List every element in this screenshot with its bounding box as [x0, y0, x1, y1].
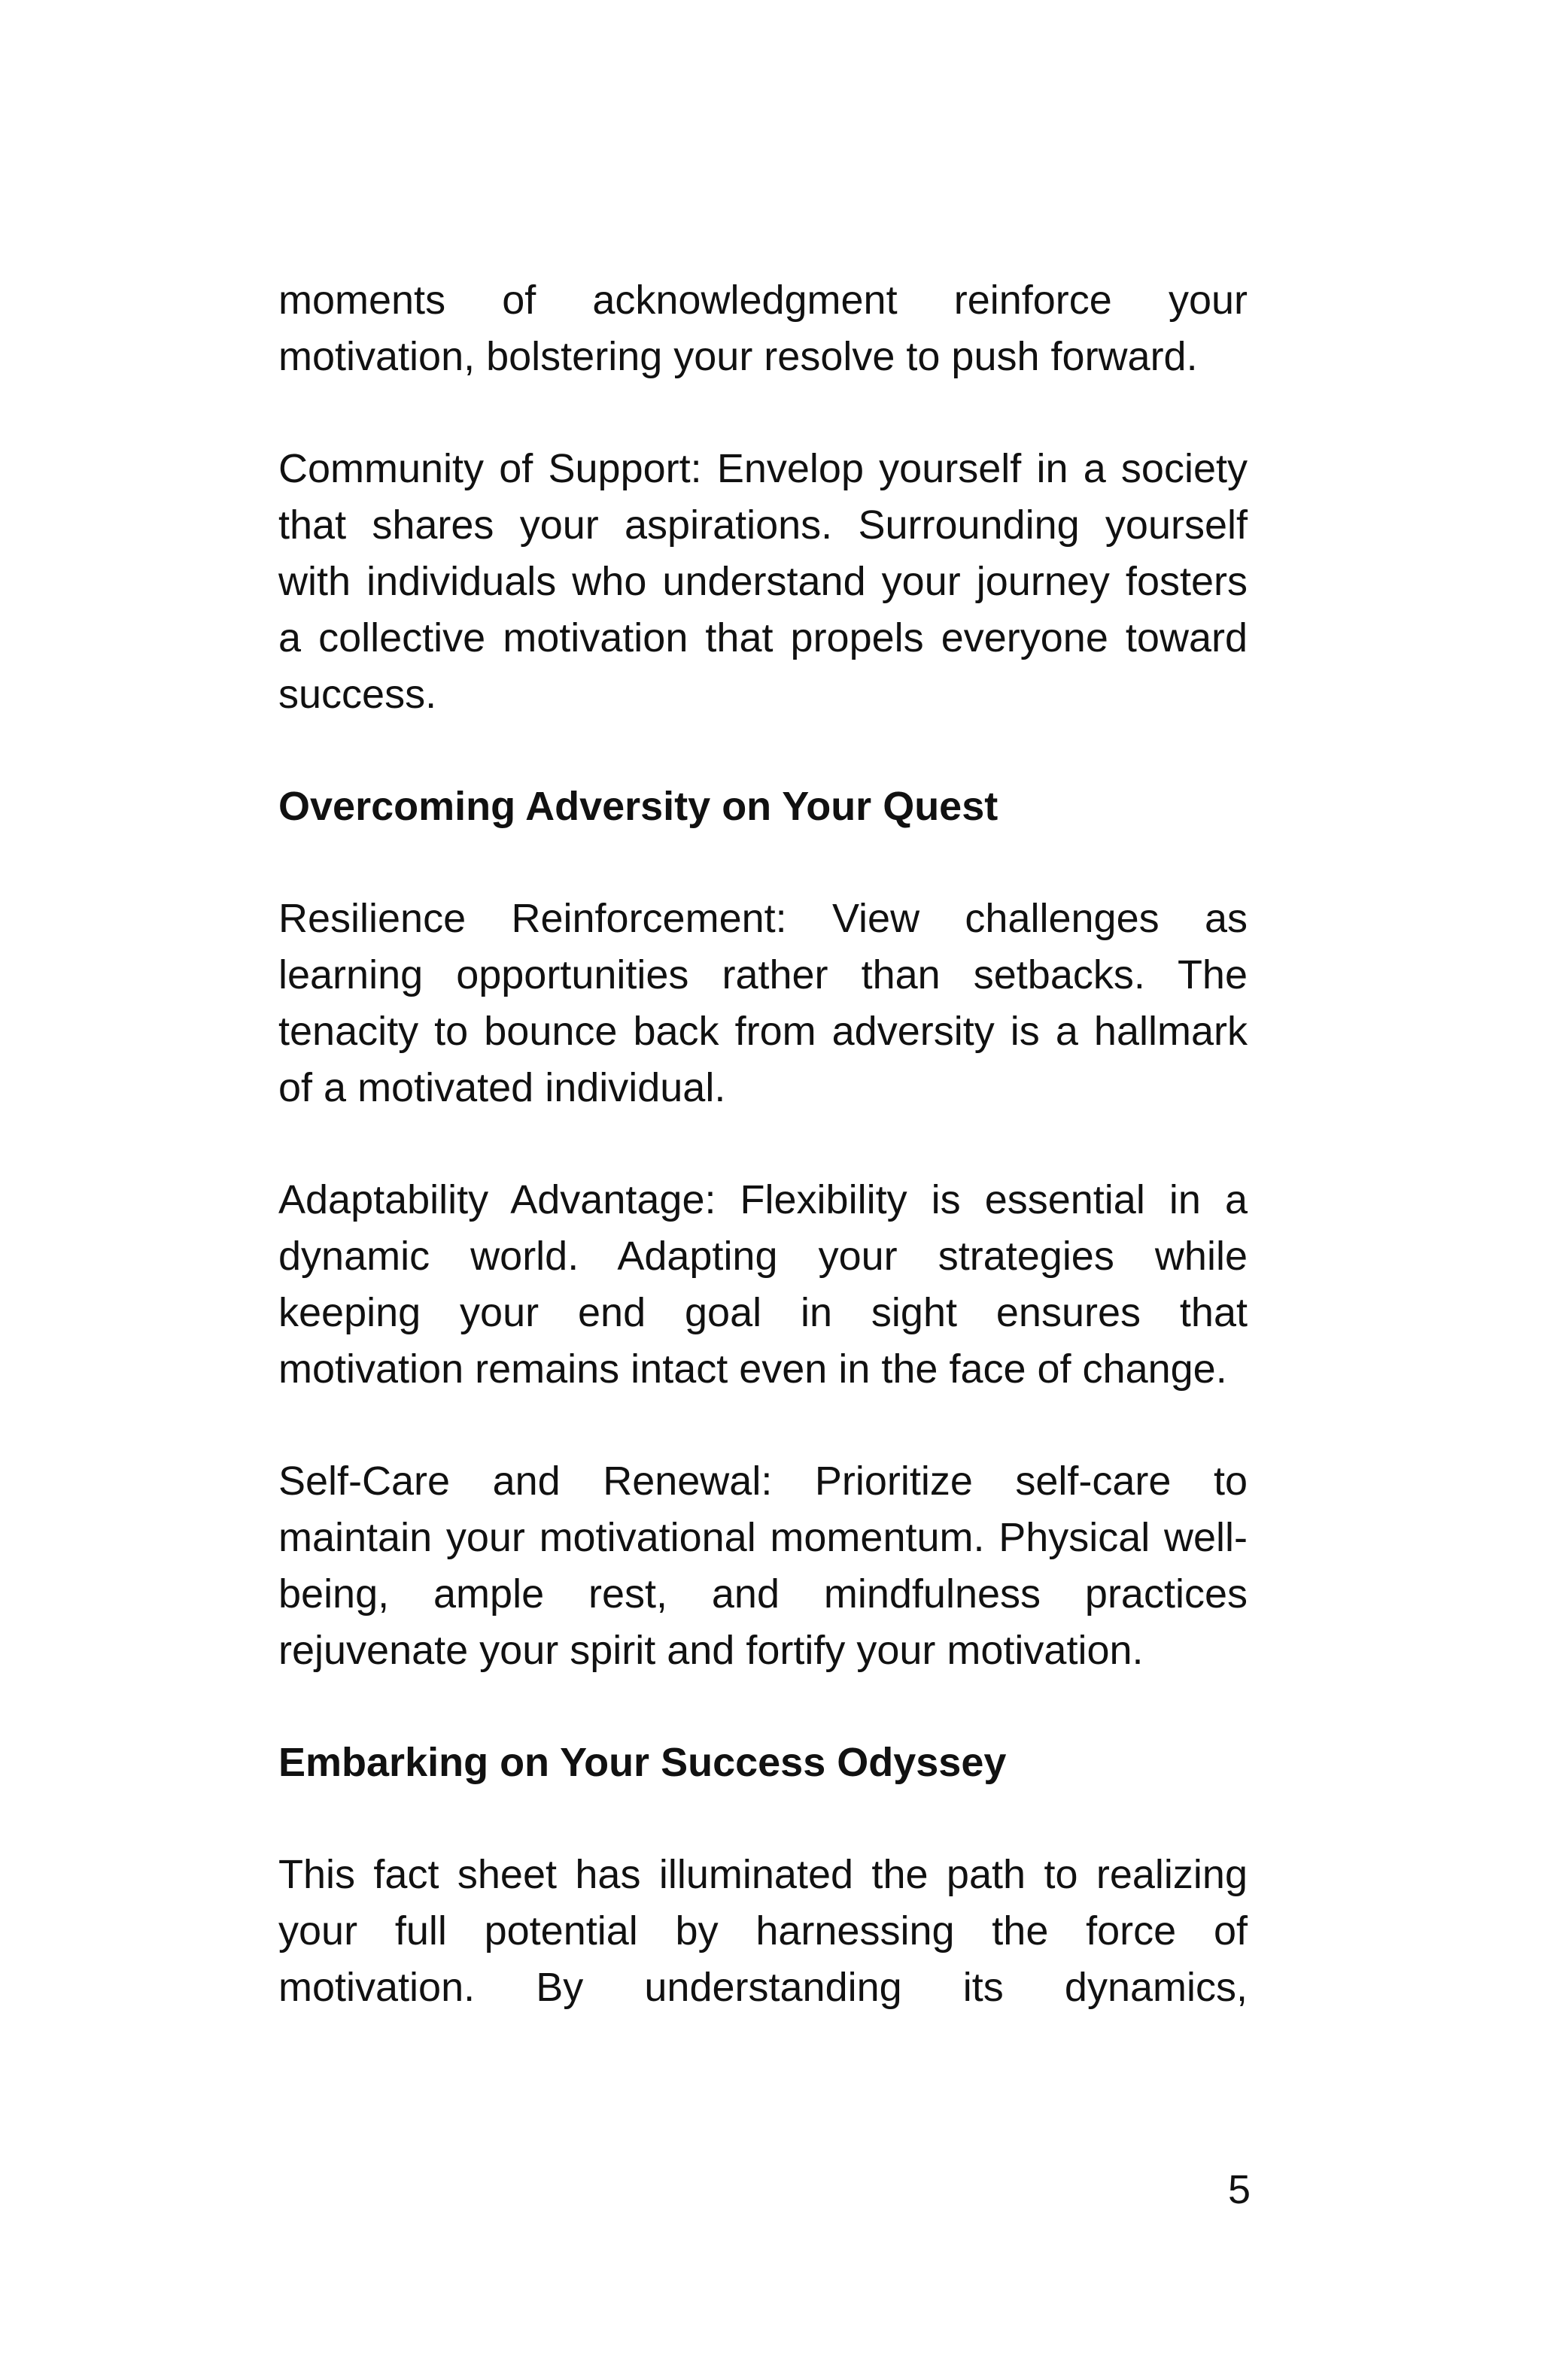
paragraph-fact-sheet: This fact sheet has illuminated the path to realizing your full potential by harnessing the force of motivation. By understanding its dynamics, [278, 1852, 1248, 2010]
paragraph-resilience-reinforcement: Resilience Reinforcement: View challenges as learning opportunities rather than setbacks. The tenacity to bounce back from adversity is a hallmark of a motivated individual. [278, 896, 1248, 1110]
paragraph-community-of-support: Community of Support: Envelop yourself in a society that shares your aspirations. Surrounding yourself with individuals who understand your journey fosters a collective motivation that propels everyone toward success. [278, 446, 1248, 717]
heading-success-odyssey: Embarking on Your Success Odyssey [278, 1740, 1007, 1785]
page-content [278, 272, 1248, 2016]
page-number: 5 [1227, 2167, 1251, 2212]
heading-overcoming-adversity: Overcoming Adversity on Your Quest [278, 784, 998, 829]
paragraph-adaptability-advantage: Adaptability Advantage: Flexibility is essential in a dynamic world. Adapting your strategies while keeping your end goal in sight ensures that motivation remains intact even in the face of change. [278, 1177, 1248, 1392]
paragraph-self-care-renewal: Self-Care and Renewal: Prioritize self-care to maintain your motivational momentum. Physical well-being, ample rest, and mindfulness practices rejuvenate your spirit and fortify your motivation. [278, 1459, 1248, 1673]
paragraph-acknowledgment: moments of acknowledgment reinforce your motivation, bolstering your resolve to push forward. [278, 278, 1248, 379]
